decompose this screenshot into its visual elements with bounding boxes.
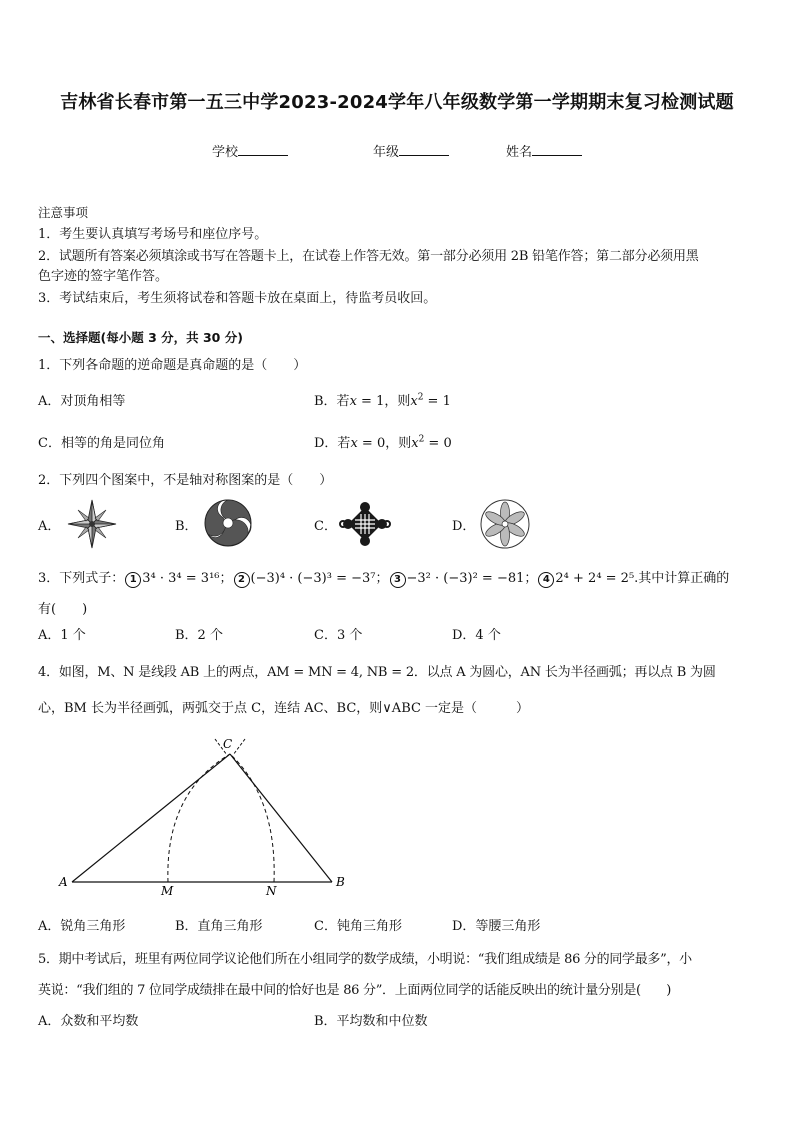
point-b-label: B [336,875,345,889]
q5-stem-line1: 5．期中考试后，班里有两位同学议论他们所在小组同学的数学成绩，小明说：“我们组成绩是 86 分的同学最多”，小 [38,952,692,967]
q4-option-c: C．钝角三角形 [314,919,402,934]
point-n-label: N [266,884,277,898]
point-m-label: M [161,884,174,898]
point-c-label: C [223,737,233,751]
q2-label-b: B． [175,519,198,534]
q3-expr-1: 3⁴ · 3⁴ = 3¹⁶ [142,571,220,586]
q2-label-a: A． [38,519,61,534]
note-item: 1．考生要认真填写考场号和座位序号。 [38,227,268,242]
q1-option-d: D．若x = 0，则$x^2 = 0$ [314,434,452,451]
point-a-label: A [59,875,68,889]
q1-option-b: B．若x = 1，则$x^2 = 1$ [314,392,451,409]
q2-stem: 2．下列四个图案中，不是轴对称图案的是（ ） [38,473,333,488]
q3-option-d: D．4 个 [452,628,501,643]
swirl-figure [203,498,253,548]
q3-stem: 3．下列式子： 1 3⁴ · 3⁴ = 3¹⁶； 2 (−3)⁴ · (−3)³ = −3⁷； 3 −3² · (−3)² = −81； 4 2⁴ + 2⁴ = 2⁵.其中计算正确的 [38,571,730,586]
q3-stem-line2: 有( ) [38,602,88,617]
q3-expr-2: (−3)⁴ · (−3)³ = −3⁷ [250,571,376,586]
q5-option-b: B．平均数和中位数 [314,1014,428,1029]
q3-option-a: A．1 个 [38,628,86,643]
grade-field [373,141,449,160]
q4-option-b: B．直角三角形 [175,919,263,934]
q4-stem-line1: 4．如图，M、N 是线段 AB 上的两点，AM = MN = 4, NB = 2．以点 A 为圆心，AN 长为半径画弧；再以点 B 为圆 [38,665,716,680]
note-item: 2．试题所有答案必须填涂或书写在答题卡上，在试卷上作答无效。第一部分必须用 2B 铅笔作答；第二部分必须用黑 [38,249,699,264]
q2-label-c: C． [314,519,337,534]
q3-option-c: C．3 个 [314,628,363,643]
school-field [212,141,288,160]
grade-label: 年级 [373,145,400,160]
triangle-arc-figure [55,733,355,898]
q2-label-d: D． [452,519,476,534]
q1-stem: 1．下列各命题的逆命题是真命题的是（ ） [38,358,307,373]
q3-expr-3: −3² · (−3)² = −81 [406,571,525,586]
chinese-knot-figure [339,498,391,550]
school-blank [238,143,288,156]
name-blank [532,143,582,156]
q4-option-a: A．锐角三角形 [38,919,126,934]
q3-option-b: B．2 个 [175,628,223,643]
q5-stem-line2: 英说：“我们组的 7 位同学成绩排在最中间的恰好也是 86 分”．上面两位同学的话能反映出的统计量分别是( ) [38,983,671,998]
compass-star-figure [66,498,118,550]
notes-heading: 注意事项 [38,205,89,220]
note-item: 3．考试结束后，考生须将试卷和答题卡放在桌面上，待监考员收回。 [38,291,437,306]
note-item: 色字迹的签字笔作答。 [38,269,169,284]
q1-option-c: C．相等的角是同位角 [38,436,165,451]
page-title: 吉林省长春市第一五三中学2023-2024学年八年级数学第一学期期末复习检测试题 [60,92,734,113]
q4-stem-line2: 心，BM 长为半径画弧，两弧交于点 C，连结 AC、BC，则∨ABC 一定是（ ） [38,701,530,716]
section-heading: 一、选择题(每小题 3 分，共 30 分) [38,330,243,345]
name-label: 姓名 [506,145,533,160]
school-label: 学校 [212,145,239,160]
q4-option-d: D．等腰三角形 [452,919,541,934]
flower-figure [479,498,531,550]
name-field [506,141,582,160]
grade-blank [399,143,449,156]
q5-option-a: A．众数和平均数 [38,1014,139,1029]
q3-expr-4: 2⁴ + 2⁴ = 2⁵ [555,571,635,586]
q1-option-a: A．对顶角相等 [38,394,126,409]
